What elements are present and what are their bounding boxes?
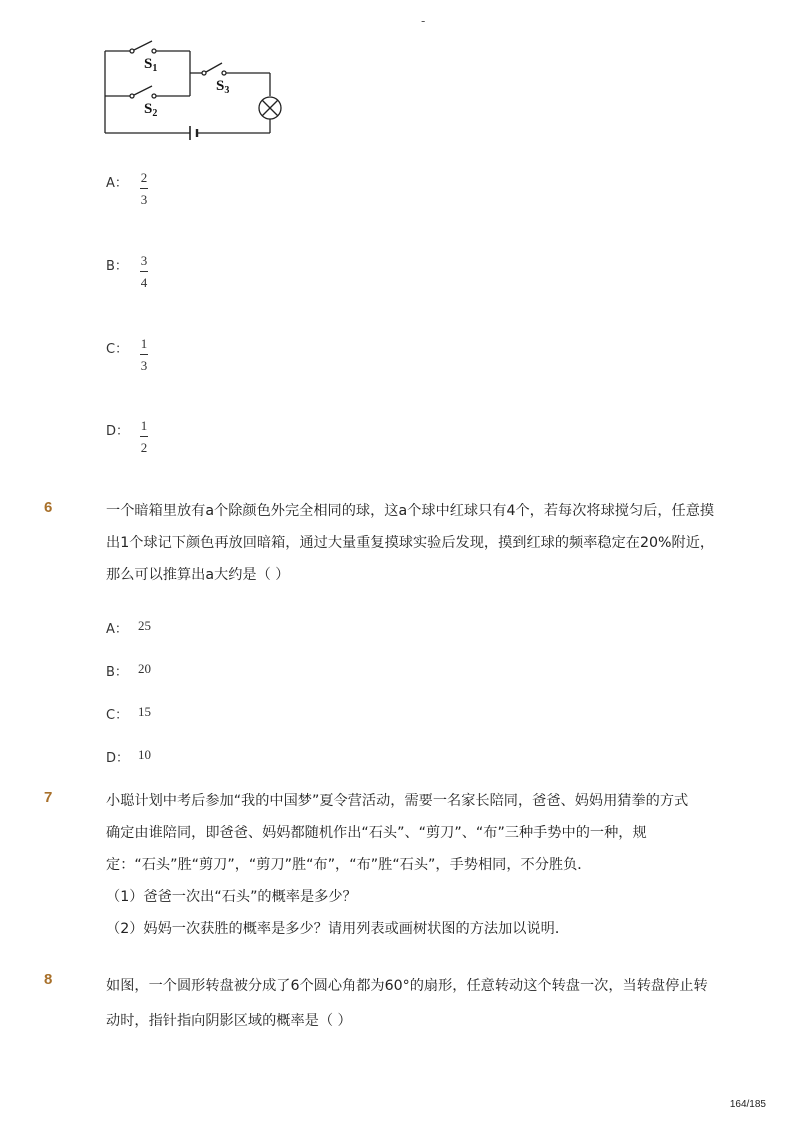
option-label: D： — [106, 751, 130, 766]
numerator: 3 — [140, 253, 148, 268]
q7-text-line: 确定由谁陪同，即爸爸、妈妈都随机作出“石头”、“剪刀”、“布”三种手势中的一种，规 — [106, 825, 647, 841]
s1-label: $S_1$ — [144, 56, 158, 74]
fraction-bar — [140, 271, 148, 272]
option-value: 20 — [138, 661, 151, 676]
q5-option-b-fraction — [138, 251, 150, 293]
q8-text-line: 如图，一个圆形转盘被分成了6个圆心角都为60°的扇形，任意转动这个转盘一次，当转盘停止转 — [106, 978, 708, 994]
circuit-diagram — [100, 36, 290, 146]
option-label: C： — [106, 342, 129, 357]
option-value: 10 — [138, 747, 151, 762]
fraction-bar — [140, 188, 148, 189]
q5-option-a[interactable] — [106, 172, 138, 191]
q6-option-b[interactable] — [106, 661, 151, 680]
option-label: B： — [106, 665, 128, 680]
q6-option-d[interactable] — [106, 747, 151, 766]
question-number-6: 6 — [44, 499, 53, 516]
q5-option-d-fraction — [138, 416, 150, 458]
q6-text-line: 那么可以推算出a大约是（ ） — [106, 567, 290, 583]
numerator: 2 — [140, 170, 148, 185]
option-label: D： — [106, 424, 130, 439]
question-number-7: 7 — [44, 789, 53, 806]
q7-text-line: 小聪计划中考后参加“我的中国梦”夏令营活动，需要一名家长陪同，爸爸、妈妈用猜拳的方式 — [106, 793, 689, 809]
page-number: 164/185 — [729, 1099, 766, 1110]
option-label: A： — [106, 176, 128, 191]
q7-subquestion-2: （2）妈妈一次获胜的概率是多少？请用列表或画树状图的方法加以说明． — [106, 921, 570, 937]
q6-text-line: 一个暗箱里放有a个除颜色外完全相同的球，这a个球中红球只有4个，若每次将球搅匀后，任意摸 — [106, 503, 715, 519]
denominator: 2 — [140, 440, 148, 455]
q5-option-d[interactable] — [106, 420, 138, 439]
header-mark: - — [421, 14, 426, 28]
q5-option-b[interactable] — [106, 255, 138, 274]
q6-option-a[interactable] — [106, 618, 151, 637]
q6-option-c[interactable] — [106, 704, 151, 723]
q8-text-line: 动时，指针指向阴影区域的概率是（ ） — [106, 1013, 352, 1029]
q5-option-a-fraction — [138, 168, 150, 210]
q5-option-c[interactable] — [106, 338, 138, 357]
option-label: A： — [106, 622, 128, 637]
numerator: 1 — [140, 336, 148, 351]
option-label: B： — [106, 259, 128, 274]
option-value: 25 — [138, 618, 151, 633]
fraction-bar — [140, 354, 148, 355]
denominator: 3 — [140, 358, 148, 373]
denominator: 3 — [140, 192, 148, 207]
q7-subquestion-1: （1）爸爸一次出“石头”的概率是多少？ — [106, 889, 357, 905]
s3-label: $S_3$ — [216, 78, 230, 96]
q7-text-line: 定：“石头”胜“剪刀”，“剪刀”胜“布”，“布”胜“石头”，手势相同，不分胜负． — [106, 857, 592, 873]
fraction-bar — [140, 436, 148, 437]
option-label: C： — [106, 708, 129, 723]
question-number-8: 8 — [44, 971, 53, 988]
q5-option-c-fraction — [138, 334, 150, 376]
q6-text-line: 出1个球记下颜色再放回暗箱，通过大量重复摸球实验后发现，摸到红球的频率稳定在20%附近， — [106, 535, 715, 551]
option-value: 15 — [138, 704, 151, 719]
denominator: 4 — [140, 275, 148, 290]
s2-label: $S_2$ — [144, 101, 158, 119]
numerator: 1 — [140, 418, 148, 433]
